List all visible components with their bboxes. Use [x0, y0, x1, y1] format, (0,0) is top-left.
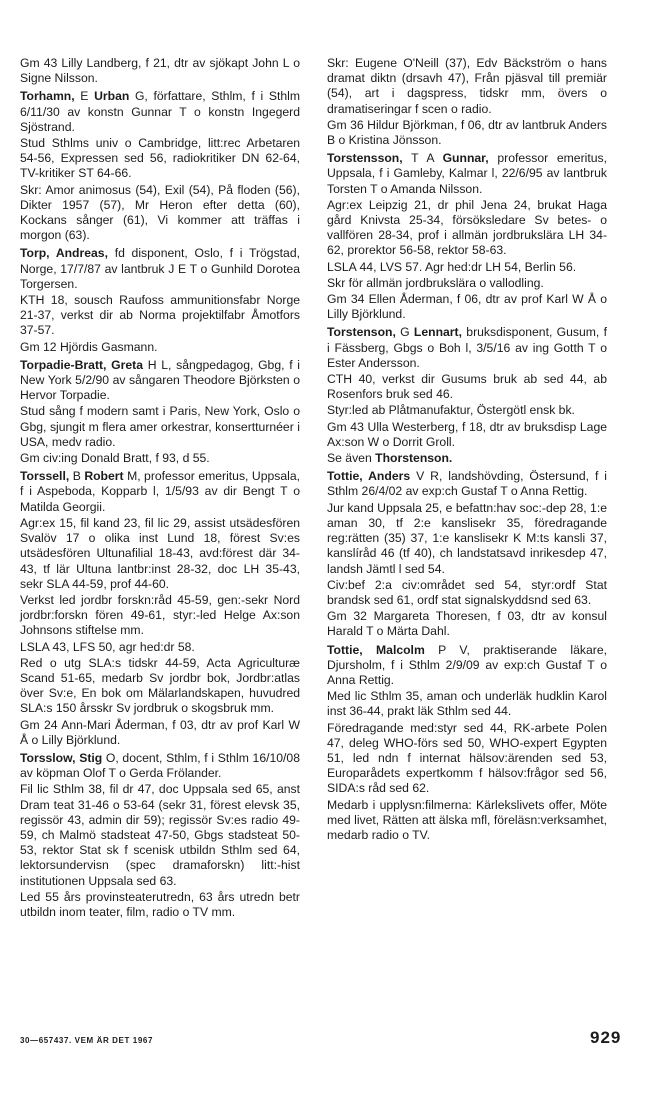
entry-description: P V, praktiserande läkare, Djursholm, f i Sthlm 2/9/09 av exp:ch Gustaf T o Anna Rettig. [327, 642, 607, 687]
entry-given-name: Robert [84, 469, 124, 484]
entry-paragraph: Red o utg SLA:s tidskr 44-59, Acta Agriculturæ Scand 51-65, medarb Sv jordbr bok, Jordbr:atlas över Sv:e, En bok om Mälarlandskapen, huvudred SLA:s 150 årsskr Sv jordbruk o skogsbruk mm. [20, 655, 300, 716]
entry-torhamn [20, 89, 300, 243]
entry-paragraph: LSLA 43, LFS 50, agr hed:dr 58. [20, 639, 195, 654]
entry-surname: Torpadie-Bratt, Greta [20, 357, 143, 372]
entry-landberg-continuation [20, 56, 300, 86]
entry-given-name: Lennart, [413, 325, 462, 340]
page-number: 929 [590, 1028, 622, 1047]
entry-header [20, 751, 300, 781]
entry-torsslow-continuation [327, 56, 607, 148]
entry-paragraph: CTH 40, verkst dir Gusums bruk ab sed 44, ab Rosenfors bruk sed 46. [327, 372, 607, 402]
entry-paragraph: Fil lic Sthlm 38, fil dr 47, doc Uppsala sed 65, anst Dram teat 31-46 o 53-64 (sekr 31, förest elevsk 35, regissör 43, admin dir 59); regissör Sv:es radio 49-59, ch Malmö stadsteat 47-50, Gbgs stadsteat 50-53, rektor Stat sk f scenisk utbildn Sthlm sed 64, lektorsundervisn (spec dramaforskn) litt:-hist institutionen Uppsala sed 63. [20, 782, 300, 888]
entry-description: H L, sångpedagog, Gbg, f i New York 5/2/90 av sångaren Theodore Björksten o Hervor Torpadie. [20, 357, 300, 403]
entry-given-pre: G [400, 325, 410, 340]
entry-torssell [20, 469, 300, 748]
entry-paragraph: Jur kand Uppsala 25, e befattn:hav soc:-dep 28, 1:e aman 30, tf 2:e kanslisekr 35, föredragande reg:rätten (35) 37, 1:e kanslisekr K M:ts kansli 37, kanslíråd 46 (tf 40), ch landstatsavd inrikesdep 47, landsh Jämtl l sed 54. [327, 500, 607, 576]
entry-paragraph: Led 55 års provinsteaterutredn, 63 års utredn betr utbildn inom teater, film, radio o TV mm. [20, 889, 300, 919]
entry-paragraph: KTH 18, sousch Raufoss ammunitionsfabr Norge 21-37, verkst dir ab Norma projektilfabr Åmotfors 37-57. [20, 293, 300, 338]
entry-header [327, 643, 607, 689]
entry-paragraph: Civ:bef 2:a civ:området sed 54, styr:ordf Stat brandsk sed 61, ordf stat signalskyddsnd sed 63. [327, 577, 607, 607]
entry-surname: Tottie, Anders [327, 469, 411, 484]
entry-paragraph: Föredragande med:styr sed 44, RK-arbete Polen 47, deleg WHO-förs sed 50, WHO-expert Egypten 51, led ndn f internat hälsov:ärenden sed 53, Europarådets expertkomm f hälsov:frågor sed 56, SIDA:s råd sed 62. [327, 720, 607, 796]
entry-paragraph: Stud Sthlms univ o Cambridge, litt:rec Arbetaren 54-56, Expressen sed 56, radiokritiker DN 62-64, TV-kritiker ST 64-66. [20, 136, 300, 181]
entry-paragraph: Gm 12 Hjördis Gasmann. [20, 339, 158, 354]
entry-paragraph: Verkst led jordbr forskn:råd 45-59, gen:-sekr Nord jordbr:forskn fören 49-61, styr:-led Helge Ax:son Johnsons stiftelse mm. [20, 592, 300, 638]
left-column [20, 56, 300, 923]
entry-given-name: Urban [94, 89, 130, 104]
entry-paragraph: Skr för allmän jordbrukslära o vallodling. [327, 275, 544, 290]
entry-paragraph: Stud sång f modern samt i Paris, New York, Oslo o Gbg, sjungit m flera amer orkestrar, konsertturnéer i USA, medv radio. [20, 404, 300, 449]
entry-torp [20, 246, 300, 354]
entry-header [20, 89, 300, 135]
entry-description: V R, landshövding, Östersund, f i Sthlm 26/4/02 av exp:ch Gustaf T o Anna Rettig. [327, 469, 607, 499]
entry-surname: Torp, Andreas, [20, 246, 108, 261]
entry-header [20, 469, 300, 515]
entry-surname: Tottie, Malcolm [327, 642, 425, 657]
entry-paragraph: Skr: Eugene O'Neill (37), Edv Bäckström o hans dramat diktn (drsavh 47), Från pjäsval till premiär (54), art i dagspress, tidskr mm, övers o dramatiseringar f scen o radio. [327, 56, 607, 116]
entry-tottie-anders [327, 469, 607, 639]
entry-header [327, 325, 607, 371]
entry-paragraph: Gm 32 Margareta Thoresen, f 03, dtr av konsul Harald T o Märta Dahl. [327, 609, 607, 639]
cross-reference-name: Thorstenson. [375, 451, 453, 466]
entry-paragraph: Agr:ex 15, fil kand 23, fil lic 29, assist utsädesfören Svalöv 17 o olika inst Lund 18, förest Sv:es utsädesfören Ultunafilial 18-43, avd:förest där 34-43, tf lär Ultuna lantbr:inst 28-32, doc LH 35-43, sekr SLA 44-59, prof 44-60. [20, 515, 300, 591]
entry-paragraph: Medarb i upplysn:filmerna: Kärlekslivets offer, Möte med livet, Rätten att älska mfl, föreläsn:verksamhet, medarb radio o TV. [327, 797, 607, 842]
entry-given-pre: B [72, 469, 81, 484]
entry-paragraph: Agr:ex Leipzig 21, dr phil Jena 24, brukat Haga gård Knivsta 25-34, försöksledare Sv betes- o vallfören 28-34, prof i allmän jordbrukslära LH 34-62, prorektor 56-58, rektor 58-63. [327, 197, 607, 258]
entry-torsslow [20, 751, 300, 920]
entry-paragraph: Gm 43 Ulla Westerberg, f 18, dtr av bruksdisp Lage Ax:son W o Dorrit Groll. [327, 419, 607, 449]
entry-description: M, professor emeritus, Uppsala, f i Aspeboda, Kopparb l, 1/5/93 av dir Bengt T o Matilda Georgii. [20, 469, 301, 514]
entry-header [327, 151, 607, 197]
entry-given-name: Gunnar, [442, 151, 489, 166]
right-column [327, 56, 607, 846]
entry-paragraph: LSLA 44, LVS 57. Agr hed:dr LH 54, Berlin 56. [327, 259, 577, 274]
entry-paragraph: Gm 34 Ellen Åderman, f 06, dtr av prof Karl W Å o Lilly Björklund. [327, 292, 607, 322]
entry-torstenson [327, 325, 607, 466]
print-code: 30—657437. VEM ÄR DET 1967 [20, 1036, 153, 1045]
entry-given-pre: E [80, 89, 89, 104]
entry-surname: Torhamn, [20, 89, 75, 104]
entry-description: fd disponent, Oslo, f i Trögstad, Norge, 17/7/87 av lantbruk J E T o Gunhild Dorotea Torgersen. [20, 246, 300, 291]
entry-header [20, 358, 300, 404]
entry-header [20, 246, 300, 292]
entry-header [327, 469, 607, 499]
entry-paragraph: Gm 24 Ann-Mari Åderman, f 03, dtr av prof Karl W Å o Lilly Björklund. [20, 717, 300, 747]
entry-paragraph: Styr:led ab Plåtmanufaktur, Östergötl ensk bk. [327, 403, 575, 418]
entry-surname: Torstensson, [327, 151, 403, 166]
entry-torstensson [327, 151, 607, 322]
entry-surname: Torssell, [20, 469, 70, 484]
entry-description: bruksdisponent, Gusum, f i Fässberg, Gbgs o Boh l, 3/5/16 av ing Gotth T o Ester Andersson. [327, 325, 607, 370]
entry-paragraph: Gm civ:ing Donald Bratt, f 93, d 55. [20, 451, 210, 466]
entry-given-pre: T A [411, 151, 434, 166]
entry-tottie-malcolm [327, 643, 607, 844]
entry-paragraph: Gm 36 Hildur Björkman, f 06, dtr av lantbruk Anders B o Kristina Jönsson. [327, 117, 607, 148]
cross-reference [327, 451, 607, 466]
entry-paragraph: Gm 43 Lilly Landberg, f 21, dtr av sjökapt John L o Signe Nilsson. [20, 56, 300, 86]
entry-torpadie-bratt [20, 358, 300, 466]
entry-description: professor emeritus, Uppsala, f i Gamleby, Kalmar l, 22/6/95 av lantbruk Torsten T o Amanda Nilsson. [327, 151, 607, 196]
entry-paragraph: Med lic Sthlm 35, aman och underläk hudklin Karol inst 36-44, prakt läk Sthlm sed 44. [327, 689, 607, 719]
entry-paragraph: Skr: Amor animosus (54), Exil (54), På floden (56), Dikter 1957 (57), Mr Heron efter detta (60), Kockans sånger (61), Vi kommer att träffas i morgon (63). [20, 182, 300, 243]
cross-reference-prefix: Se även [327, 451, 372, 466]
entry-description: O, docent, Sthlm, f i Sthlm 16/10/08 av köpman Olof T o Gerda Frölander. [20, 750, 300, 781]
entry-description: G, författare, Sthlm, f i Sthlm 6/11/30 av konstn Gunnar T o konstn Ingegerd Sjöstrand. [20, 89, 301, 134]
entry-surname: Torstenson, [327, 325, 396, 340]
entry-surname: Torsslow, Stig [20, 750, 103, 765]
